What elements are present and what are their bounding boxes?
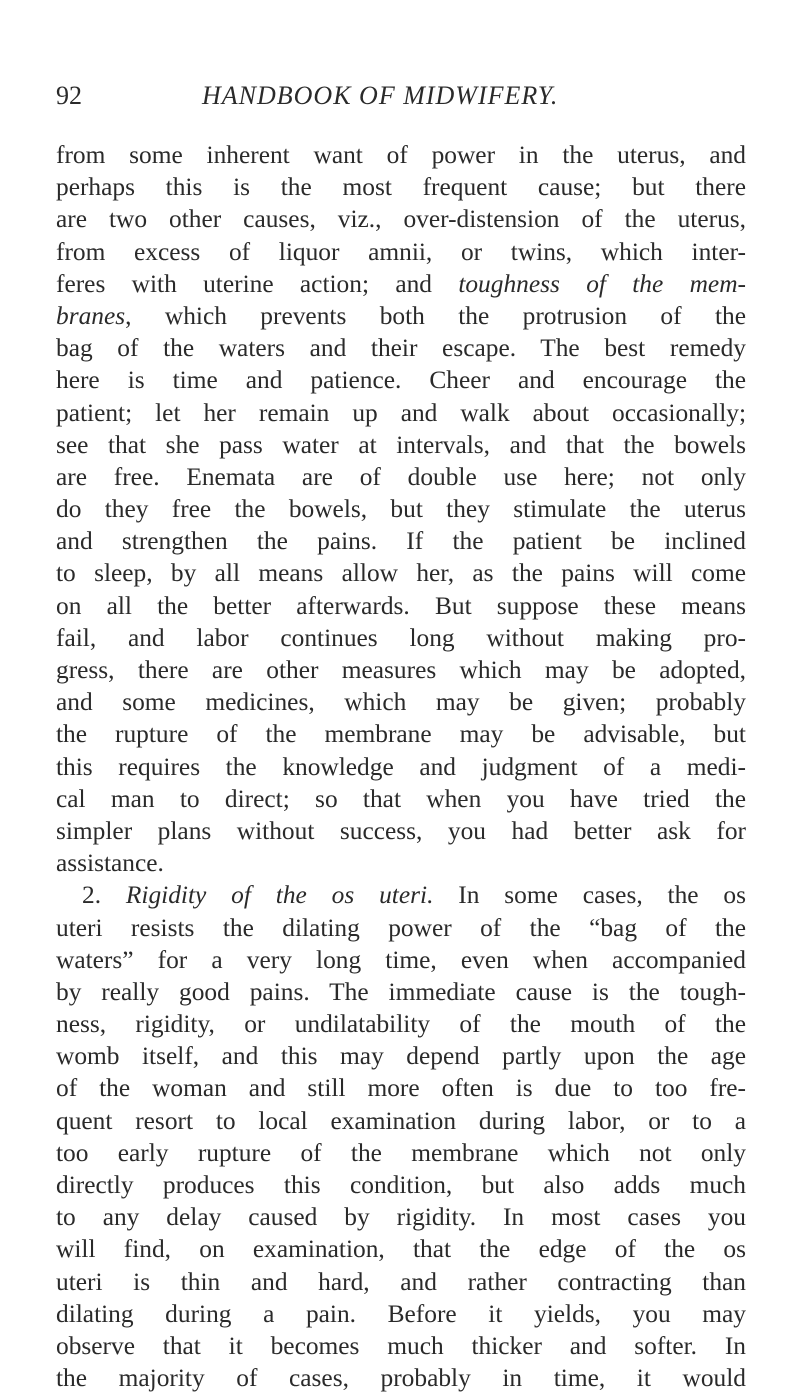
text-line — [56, 879, 746, 911]
text-line — [56, 203, 746, 235]
text-run: by really good pains. The immediate cause is the tough- — [56, 977, 746, 1006]
text-line — [56, 300, 746, 332]
running-head — [56, 79, 746, 113]
text-line — [56, 268, 746, 300]
text-run: directly produces this condition, but also adds much — [56, 1171, 746, 1199]
text-run: fail, and labor continues long without making pro- — [56, 623, 746, 652]
text-line — [56, 1362, 746, 1394]
text-line — [56, 1266, 746, 1298]
text-run: from some inherent want of power in the uterus, and — [56, 141, 746, 169]
text-run: ness, rigidity, or undilatability of the mouth of the — [56, 1010, 746, 1039]
text-run: patient; let her remain up and walk about occasionally; — [56, 398, 746, 427]
text-line — [56, 1008, 746, 1040]
running-title: HANDBOOK OF MIDWIFERY. — [202, 81, 559, 110]
text-line — [56, 1072, 746, 1104]
text-line — [56, 429, 746, 461]
text-run: , which prevents both the protrusion of the — [125, 301, 746, 330]
text-line — [56, 976, 746, 1008]
text-run: of the woman and still more often is due to too fre- — [56, 1074, 746, 1103]
text-line — [56, 815, 746, 847]
text-line — [56, 397, 746, 429]
text-line — [56, 622, 746, 654]
text-run: uteri resists the dilating power of the “bag of the — [56, 913, 746, 942]
text-line — [56, 686, 746, 718]
text-line — [56, 590, 746, 622]
text-run: perhaps this is the most frequent cause; but there — [56, 173, 746, 202]
text-line — [56, 912, 746, 944]
text-line — [56, 654, 746, 686]
text-line — [56, 1169, 746, 1201]
text-run: 2. — [82, 881, 126, 910]
text-run: uteri is thin and hard, and rather contracting than — [56, 1267, 746, 1296]
text-run: the majority of cases, probably in time, it would — [56, 1364, 746, 1393]
text-run: do they free the bowels, but they stimulate the uterus — [56, 495, 746, 524]
italic-text: branes — [56, 301, 126, 330]
text-run: gress, there are other measures which may be adopted, — [56, 656, 746, 684]
text-run: bag of the waters and their escape. The best remedy — [56, 334, 746, 363]
text-line — [56, 236, 746, 268]
text-line — [56, 525, 746, 557]
italic-text: Rigidity of the os uteri. — [125, 881, 434, 910]
text-line — [56, 493, 746, 525]
text-line — [56, 1040, 746, 1072]
text-line — [56, 751, 746, 783]
text-line — [56, 364, 746, 396]
text-run: simpler plans without success, you had better ask for — [56, 816, 746, 845]
text-run: dilating during a pain. Before it yields, you may — [56, 1299, 746, 1328]
text-run: cal man to direct; so that when you have tried the — [56, 784, 746, 813]
text-line — [56, 139, 746, 171]
text-line — [56, 718, 746, 750]
text-line — [56, 171, 746, 203]
text-run: too early rupture of the membrane which not only — [56, 1138, 746, 1167]
text-run: the rupture of the membrane may be advisable, but — [56, 720, 746, 749]
text-run: and some medicines, which may be given; probably — [56, 688, 746, 717]
text-line — [56, 557, 746, 589]
text-line — [56, 1233, 746, 1265]
text-line — [56, 1298, 746, 1330]
text-run: assistance. — [56, 849, 164, 878]
text-run: are two other causes, viz., over-distension of the uterus, — [56, 205, 746, 234]
text-run: to any delay caused by rigidity. In most cases you — [56, 1203, 746, 1232]
page-number: 92 — [56, 81, 82, 110]
text-run: womb itself, and this may depend partly upon the age — [56, 1042, 746, 1071]
text-run: from excess of liquor amnii, or twins, which inter- — [56, 237, 746, 266]
text-run: quent resort to local examination during labor, or to a — [56, 1106, 746, 1135]
text-line — [56, 847, 746, 879]
body-text — [56, 139, 746, 1394]
text-run: on all the better afterwards. But suppose these means — [56, 591, 746, 620]
text-run: see that she pass water at intervals, and that the bowels — [56, 430, 746, 459]
italic-text: toughness of the mem- — [458, 269, 746, 298]
text-line — [56, 1330, 746, 1362]
text-run: will find, on examination, that the edge of the os — [56, 1235, 746, 1264]
text-line — [56, 783, 746, 815]
text-run: observe that it becomes much thicker and softer. In — [56, 1331, 746, 1360]
text-run: waters” for a very long time, even when accompanied — [56, 945, 746, 974]
text-run: feres with uterine action; and — [56, 269, 459, 298]
text-run: and strengthen the pains. If the patient be inclined — [56, 527, 746, 556]
text-line — [56, 461, 746, 493]
text-line — [56, 1105, 746, 1137]
text-run: In some cases, the os — [433, 881, 747, 910]
text-run: to sleep, by all means allow her, as the pains will come — [56, 559, 746, 588]
text-line — [56, 1137, 746, 1169]
text-run: this requires the knowledge and judgment of a medi- — [56, 752, 746, 781]
text-line — [56, 332, 746, 364]
text-line — [56, 1201, 746, 1233]
text-line — [56, 944, 746, 976]
text-run: here is time and patience. Cheer and encourage the — [56, 366, 746, 395]
text-run: are free. Enemata are of double use here; not only — [56, 462, 746, 491]
